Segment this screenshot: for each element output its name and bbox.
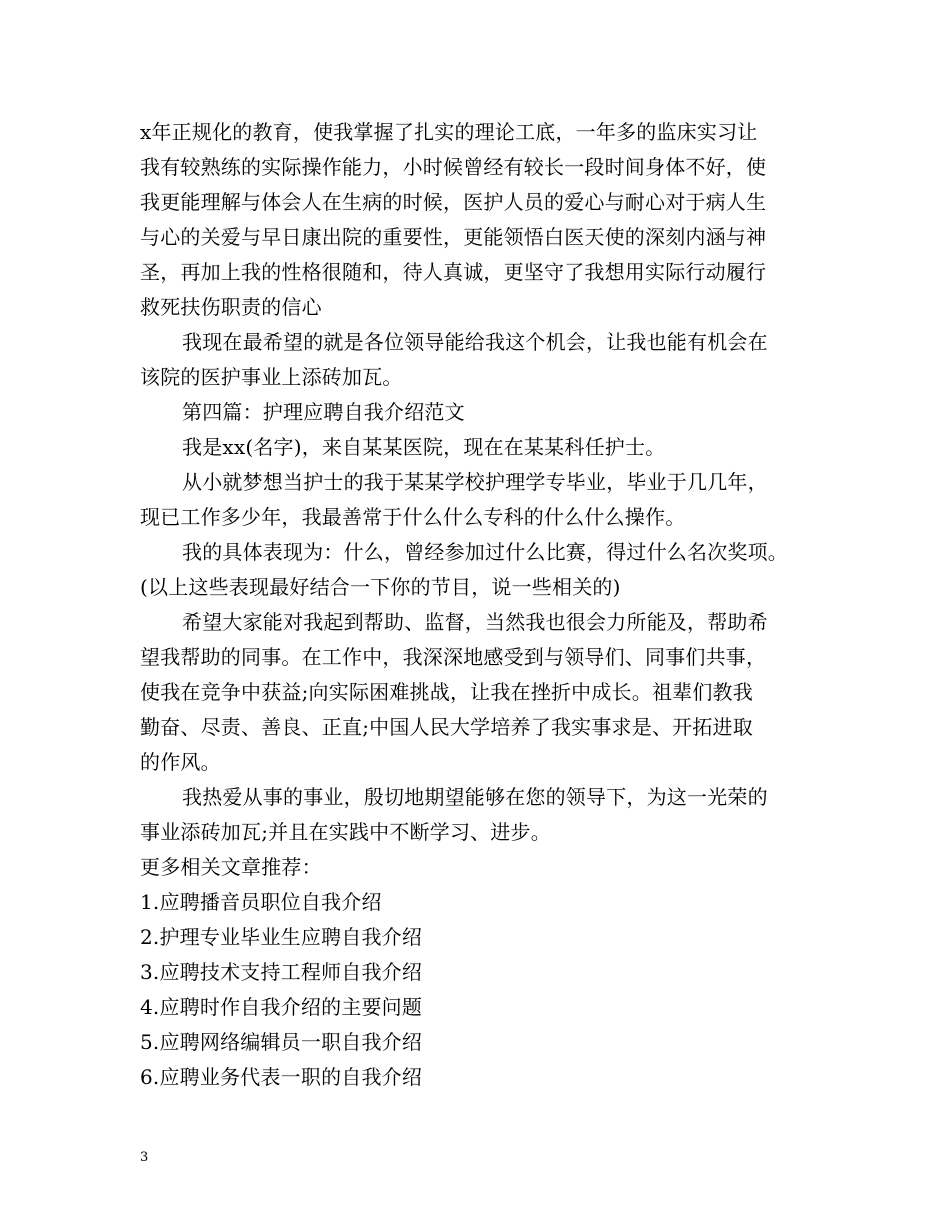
paragraph-line: 圣，再加上我的性格很随和，待人真诚，更坚守了我想用实际行动履行 — [140, 260, 767, 284]
paragraph-line: 我有较熟练的实际操作能力，小时候曾经有较长一段时间身体不好，使 — [140, 155, 767, 179]
paragraph-line: 事业添砖加瓦;并且在实践中不断学习、进步。 — [140, 820, 551, 844]
related-article-item: 6.应聘业务代表一职的自我介绍 — [140, 1065, 423, 1089]
paragraph-line: 该院的医护事业上添砖加瓦。 — [140, 365, 403, 389]
paragraph-line: 现已工作多少年，我最善常于什么什么专科的什么什么操作。 — [140, 505, 686, 529]
related-article-item: 4.应聘时作自我介绍的主要问题 — [140, 995, 423, 1019]
paragraph-line: 我更能理解与体会人在生病的时候，医护人员的爱心与耐心对于病人生 — [140, 190, 767, 214]
paragraph-line: 使我在竞争中获益;向实际困难挑战，让我在挫折中成长。祖辈们教我 — [140, 680, 753, 704]
paragraph-line: 救死扶伤职责的信心 — [140, 295, 322, 319]
related-article-item: 5.应聘网络编辑员一职自我介绍 — [140, 1030, 423, 1054]
paragraph-line: 我的具体表现为：什么，曾经参加过什么比赛，得过什么名次奖项。 — [182, 540, 788, 564]
paragraph-line: 的作风。 — [140, 750, 221, 774]
paragraph-line: x年正规化的教育，使我掌握了扎实的理论工底，一年多的监床实习让 — [140, 120, 758, 144]
page-number: 3 — [140, 1150, 149, 1165]
related-articles-heading: 更多相关文章推荐： — [140, 855, 322, 879]
related-article-item: 3.应聘技术支持工程师自我介绍 — [140, 960, 423, 984]
paragraph-line: 我现在最希望的就是各位领导能给我这个机会，让我也能有机会在 — [182, 330, 768, 354]
paragraph-line: 我热爱从事的事业，殷切地期望能够在您的领导下，为这一光荣的 — [182, 785, 768, 809]
paragraph-line: 我是xx(名字)，来自某某医院，现在在某某科任护士。 — [182, 435, 666, 459]
paragraph-line: 从小就梦想当护士的我于某某学校护理学专毕业，毕业于几几年， — [182, 470, 768, 494]
paragraph-line: 勤奋、尽责、善良、正直;中国人民大学培养了我实事求是、开拓进取 — [140, 715, 753, 739]
document-body — [140, 115, 825, 1095]
related-article-item: 1.应聘播音员职位自我介绍 — [140, 890, 382, 914]
paragraph-line: 望我帮助的同事。在工作中，我深深地感受到与领导们、同事们共事， — [140, 645, 767, 669]
related-article-item: 2.护理专业毕业生应聘自我介绍 — [140, 925, 423, 949]
paragraph-line: (以上这些表现最好结合一下你的节目，说一些相关的) — [140, 575, 621, 599]
paragraph-line: 希望大家能对我起到帮助、监督，当然我也很会力所能及，帮助希 — [182, 610, 768, 634]
paragraph-line: 与心的关爱与早日康出院的重要性，更能领悟白医天使的深刻内涵与神 — [140, 225, 767, 249]
section-heading: 第四篇：护理应聘自我介绍范文 — [182, 400, 465, 424]
